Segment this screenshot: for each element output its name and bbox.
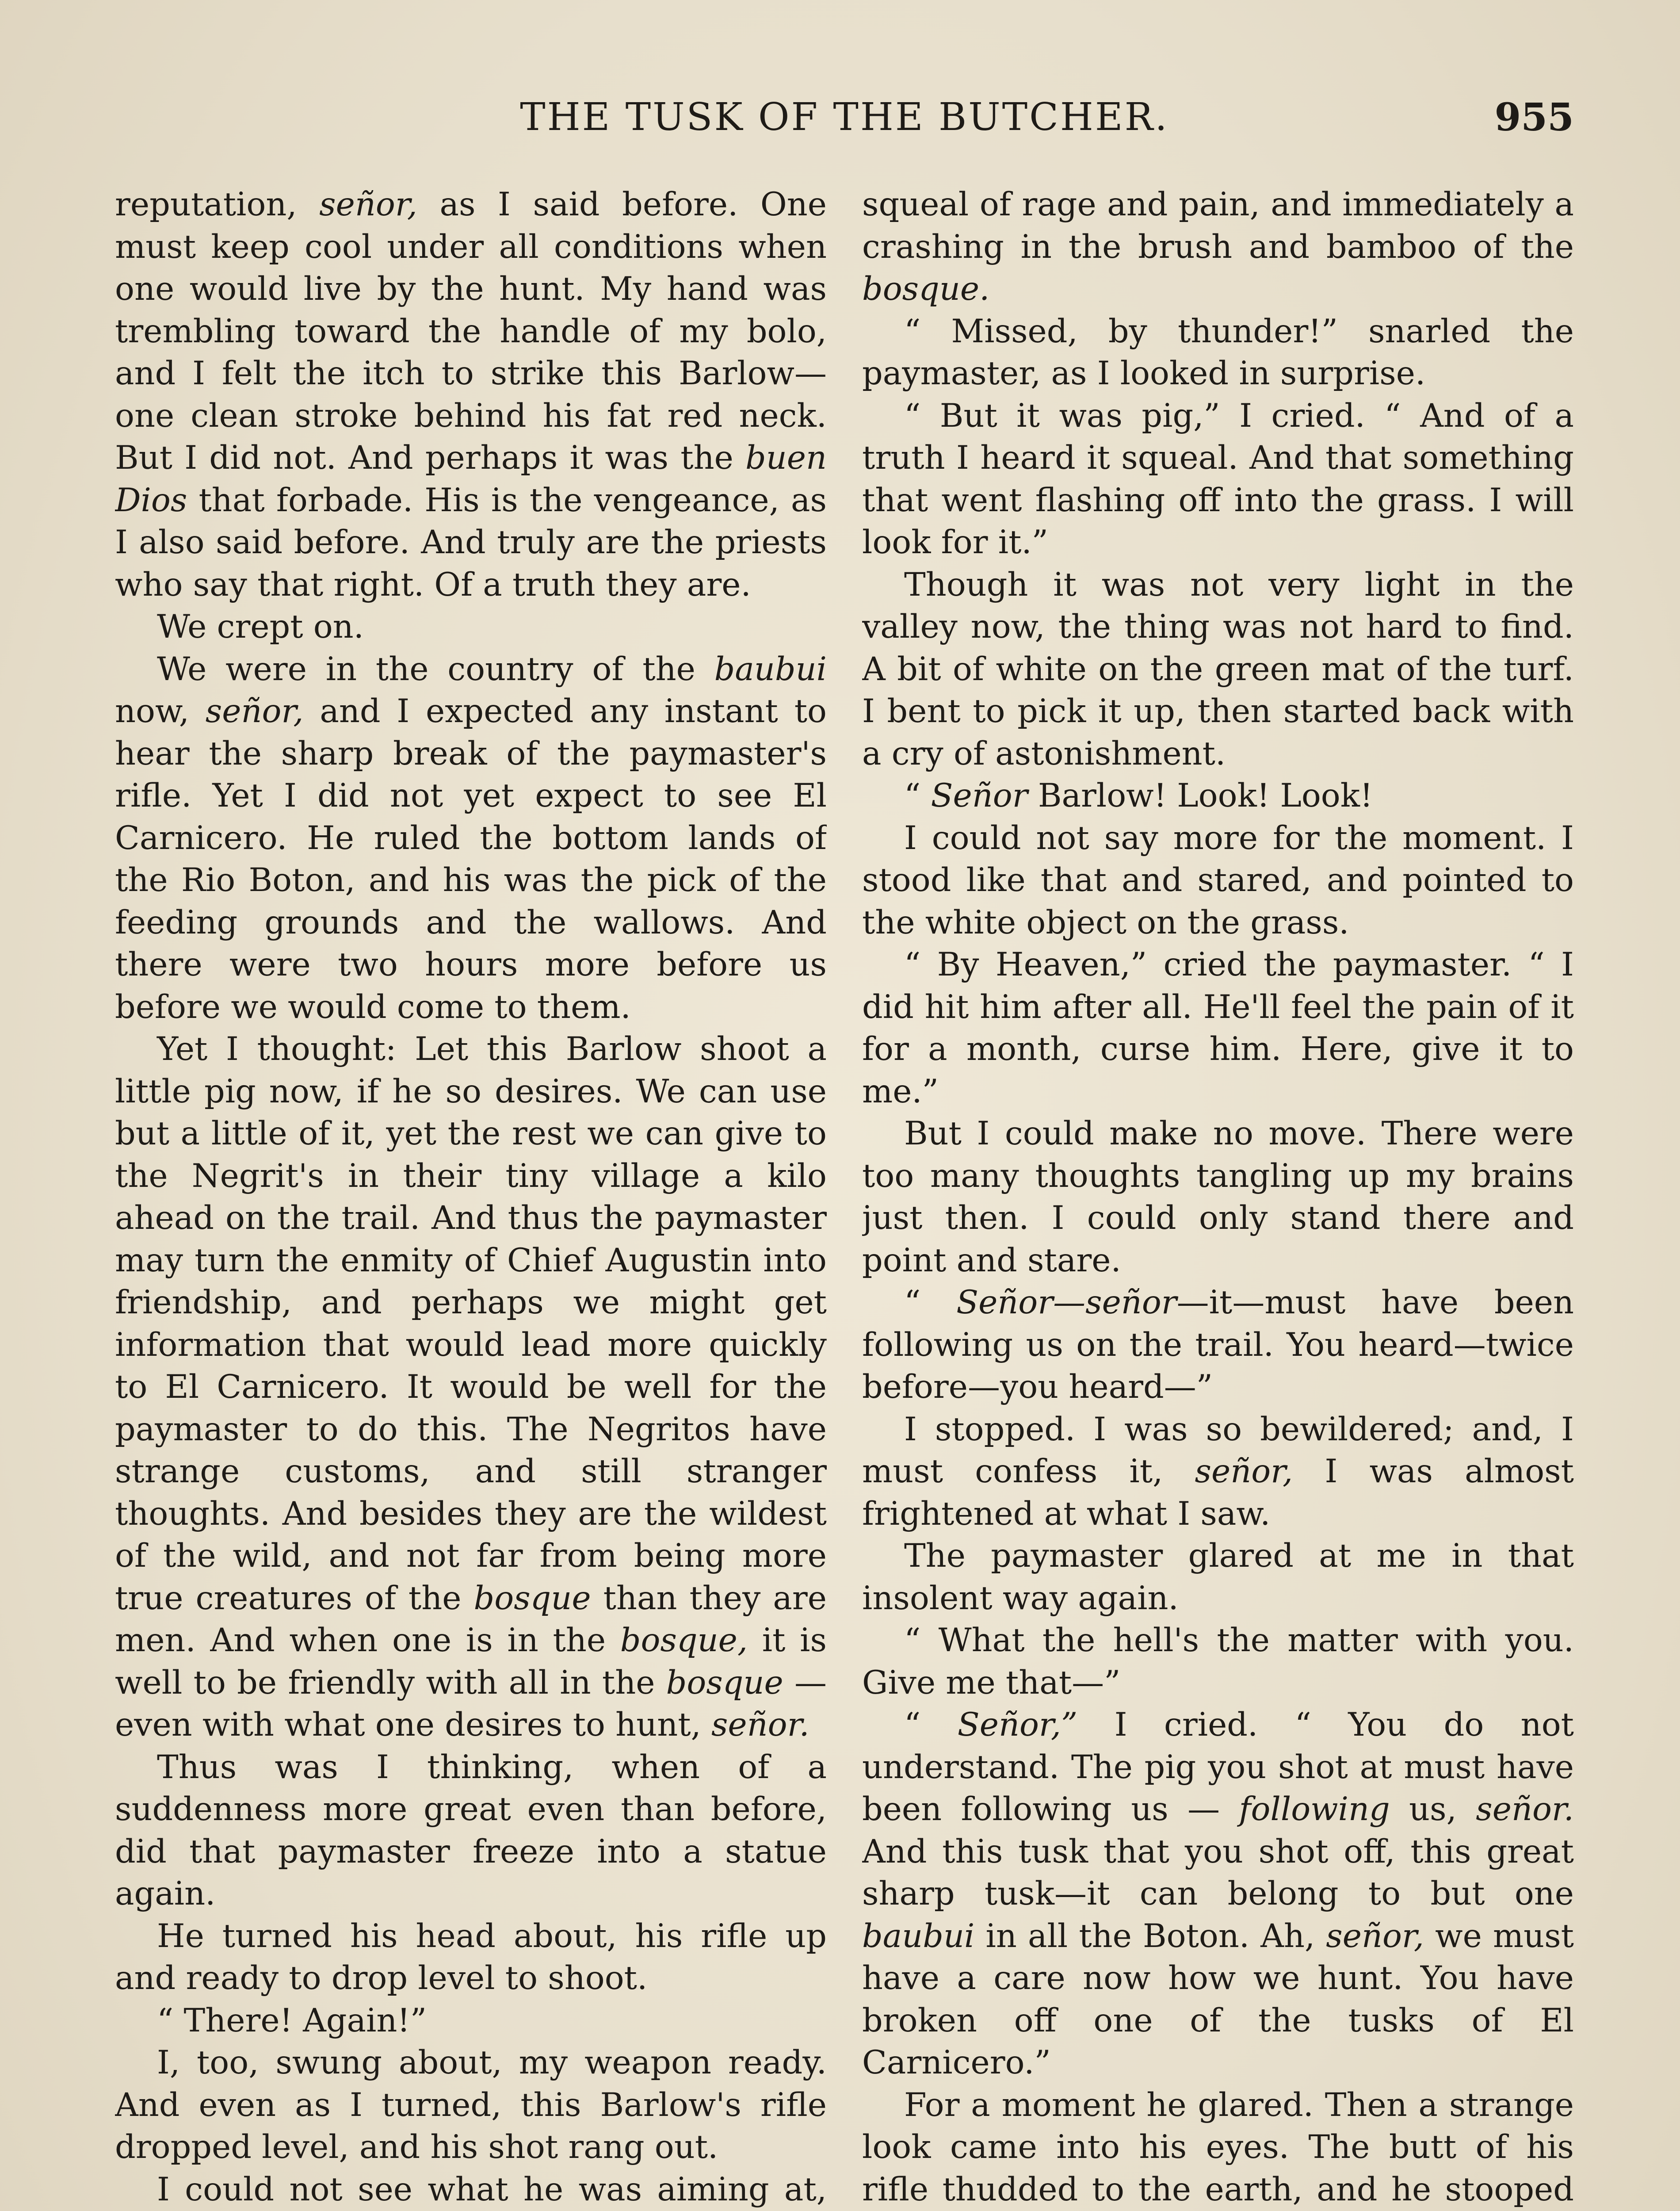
- paragraph: Though it was not very light in the valley now, the thing was not hard to find. A bit of white on the green mat of the turf. I bent to pick it up, then started back with a cry of astonishment.: [862, 566, 1574, 773]
- paragraph: “ But it was pig,” I cried. “ And of a truth I heard it squeal. And that something that went flashing off into the grass. I will look for it.”: [862, 397, 1574, 561]
- italic-text: bosque.: [862, 270, 990, 308]
- italic-text: following: [1239, 1790, 1390, 1828]
- italic-text: señor.: [711, 1706, 809, 1744]
- italic-text: Señor—señor: [956, 1284, 1177, 1321]
- italic-text: bosque: [666, 1664, 783, 1702]
- left-column: [115, 184, 827, 2211]
- italic-text: buen Dios: [115, 439, 827, 519]
- italic-text: Señor,”: [957, 1706, 1078, 1744]
- paragraph: “ Señor—señor—it—must have been following us on the trail. You heard—twice before—you heard—”: [862, 1284, 1574, 1406]
- paragraph: “ Missed, by thunder!” snarled the paymaster, as I looked in surprise.: [862, 312, 1574, 392]
- paragraph: squeal of rage and pain, and immediately a crashing in the brush and bamboo of the bosque.: [862, 186, 1574, 308]
- text-columns: [115, 184, 1574, 2211]
- paragraph: reputation, señor, as I said before. One must keep cool under all conditions when one would live by the hunt. My hand was trembling toward the handle of my bolo, and I felt the itch to strike this Barlow—one clean stroke behind his fat red neck. But I did not. And perhaps it was the buen Dios that forbade. His is the vengeance, as I also said before. And truly are the priests who say that right. Of a truth they are.: [115, 186, 827, 604]
- italic-text: señor.: [1476, 1790, 1574, 1828]
- italic-text: bosque,: [620, 1622, 748, 1659]
- paragraph: I, too, swung about, my weapon ready. And even as I turned, this Barlow's rifle dropped level, and his shot rang out.: [115, 2044, 827, 2166]
- italic-text: señor,: [319, 186, 417, 223]
- italic-text: señor,: [205, 692, 304, 730]
- paragraph: We crept on.: [157, 608, 364, 646]
- paragraph: We were in the country of the baubui now, señor, and I expected any instant to hear the sharp break of the paymaster's rifle. Yet I did not yet expect to see El Carnicero. He ruled the bottom lands of the Rio Boton, and his was the pick of the feeding grounds and the wallows. And there were two hours more before us before we would come to them.: [115, 650, 827, 1026]
- italic-text: baubui: [714, 650, 827, 688]
- paragraph: I could not say more for the moment. I stood like that and stared, and pointed to the white object on the grass.: [862, 819, 1574, 941]
- paragraph: “ Señor Barlow! Look! Look!: [904, 777, 1373, 815]
- paragraph: For a moment he glared. Then a strange look came into his eyes. The butt of his rifle thudded to the earth, and he stooped: [862, 2086, 1574, 2208]
- running-title: THE TUSK OF THE BUTCHER.: [520, 95, 1169, 139]
- paragraph: I could not see what he was aiming at,: [157, 2170, 827, 2208]
- paragraph: He turned his head about, his rifle up and ready to drop level to shoot.: [115, 1917, 827, 1997]
- italic-text: baubui: [862, 1917, 975, 1955]
- paragraph: Yet I thought: Let this Barlow shoot a little pig now, if he so desires. We can use but a little of it, yet the rest we can give to the Negrit's in their tiny village a kilo ahead on the trail. And thus the paymaster may turn the enmity of Chief Augustin into friendship, and perhaps we might get information that would lead more quickly to El Carnicero. It would be well for the paymaster to do this. The Negritos have strange customs, and still stranger thoughts. And besides they are the wildest of the wild, and not far from being more true creatures of the bosque than they are men. And when one is in the bosque, it is well to be friendly with all in the bosque —even with what one desires to hunt, señor.: [115, 1030, 827, 1744]
- paragraph: “ Señor,” I cried. “ You do not understand. The pig you shot at must have been following us — following us, señor. And this tusk that you shot off, this great sharp tusk—it can belong to but one baubui in all the Boton. Ah, señor, we must have a care now how we hunt. You have broken off one of the tusks of El Carnicero.”: [862, 1706, 1574, 2081]
- paragraph: I stopped. I was so bewildered; and, I must confess it, señor, I was almost frightened at what I saw.: [862, 1410, 1574, 1533]
- italic-text: señor,: [1195, 1453, 1293, 1490]
- italic-text: Señor: [931, 777, 1028, 815]
- paragraph: But I could make no move. There were too many thoughts tangling up my brains just then. I could only stand there and point and stare.: [862, 1115, 1574, 1279]
- italic-text: señor,: [1326, 1917, 1424, 1955]
- page-header: [115, 95, 1574, 153]
- right-column: [862, 184, 1574, 2211]
- paragraph: “ By Heaven,” cried the paymaster. “ I did hit him after all. He'll feel the pain of it for a month, curse him. Here, give it to me.”: [862, 946, 1574, 1110]
- page-number: 955: [1494, 95, 1574, 140]
- paragraph: The paymaster glared at me in that insolent way again.: [862, 1537, 1574, 1617]
- paragraph: “ What the hell's the matter with you. Give me that—”: [862, 1622, 1574, 1702]
- paragraph: “ There! Again!”: [157, 2001, 427, 2039]
- paragraph: Thus was I thinking, when of a suddenness more great even than before, did that paymaster freeze into a statue again.: [115, 1748, 827, 1913]
- italic-text: bosque: [473, 1579, 591, 1617]
